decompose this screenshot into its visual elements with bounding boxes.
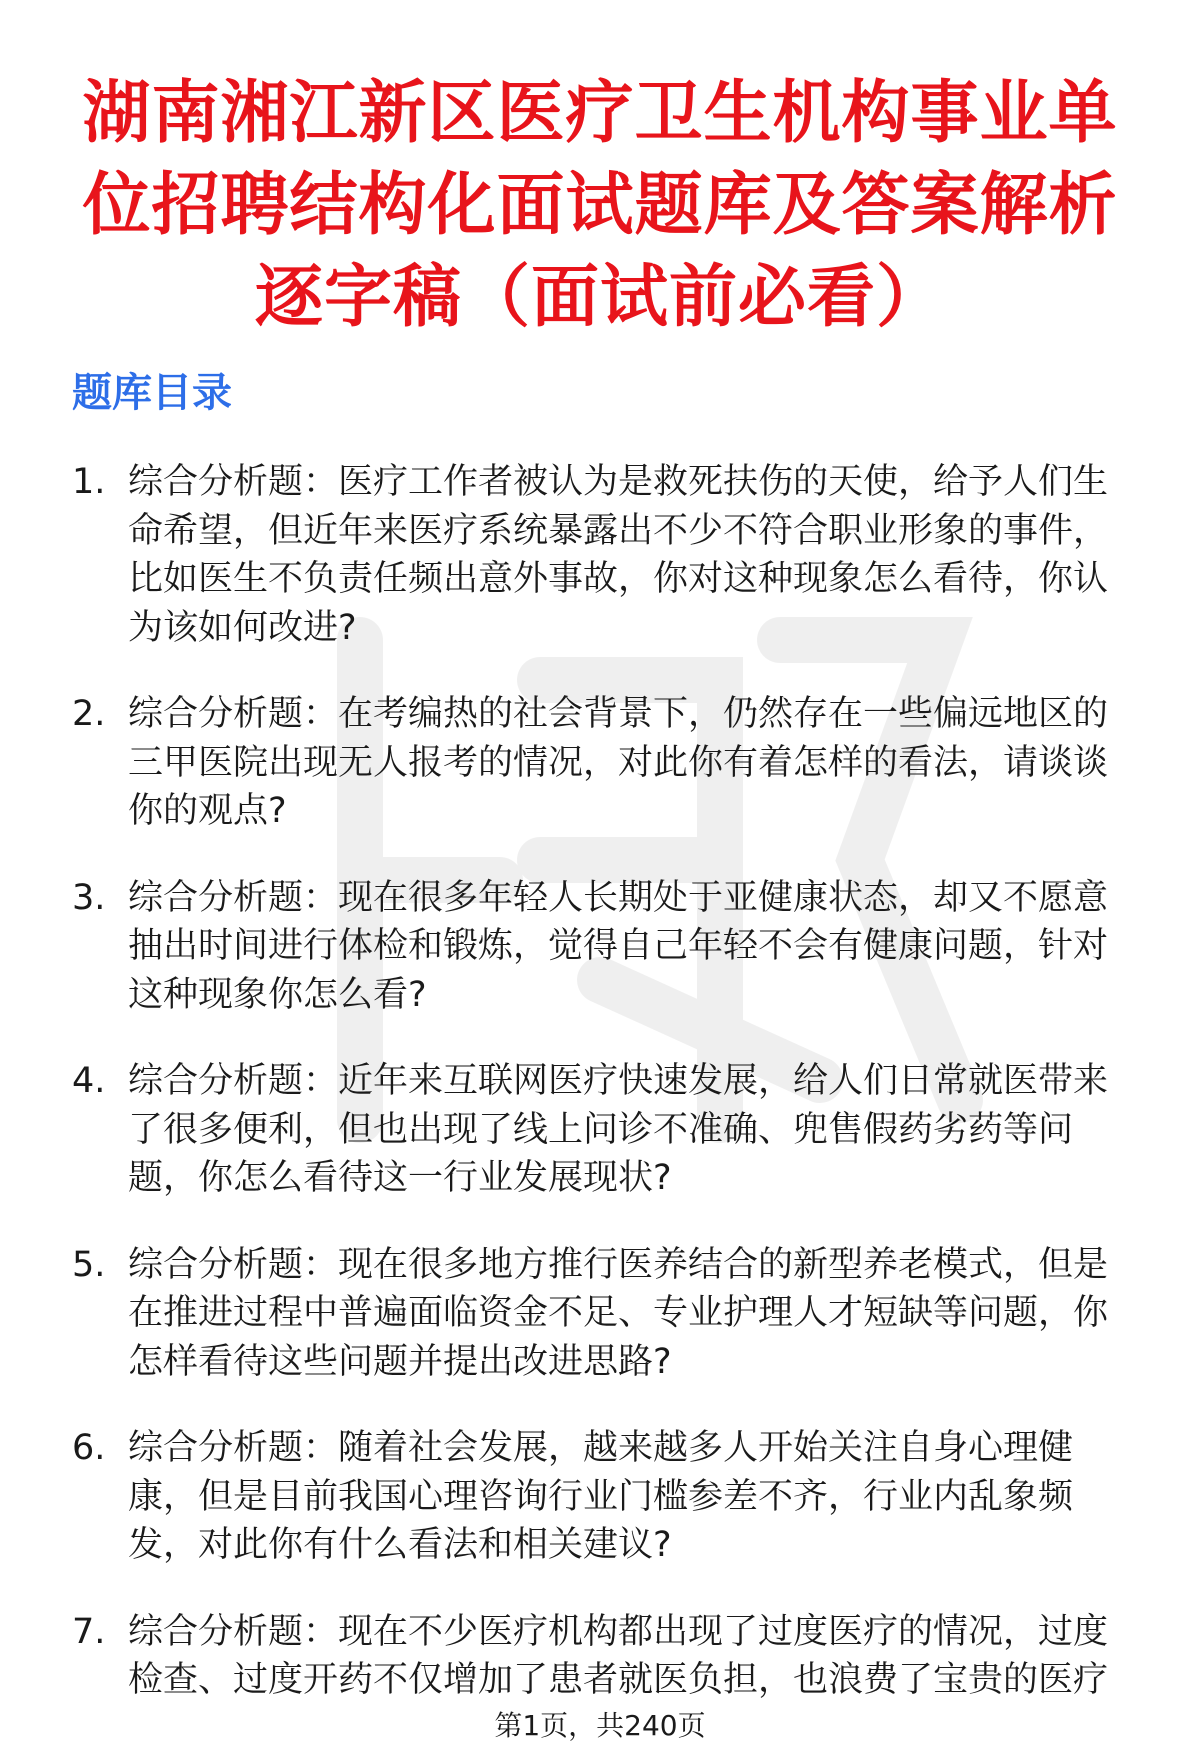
toc-item[interactable] bbox=[72, 1241, 1132, 1387]
toc-list bbox=[72, 458, 1132, 1743]
toc-item-text: 综合分析题：在考编热的社会背景下，仍然存在一些偏远地区的三甲医院出现无人报考的情况，对此你有着怎样的看法，请谈谈你的观点? bbox=[128, 694, 1109, 831]
toc-item[interactable] bbox=[72, 1608, 1132, 1705]
toc-item-number: 6. bbox=[72, 1428, 106, 1468]
toc-item[interactable] bbox=[72, 458, 1132, 652]
toc-item-text: 综合分析题：现在不少医疗机构都出现了过度医疗的情况，过度检查、过度开药不仅增加了患者就医负担，也浪费了宝贵的医疗 bbox=[128, 1611, 1109, 1700]
document-title: 湖南湘江新区医疗卫生机构事业单位招聘结构化面试题库及答案解析逐字稿（面试前必看） bbox=[82, 74, 1118, 337]
toc-item-number: 5. bbox=[72, 1244, 106, 1285]
toc-item-number: 1. bbox=[72, 462, 106, 502]
toc-item-text: 综合分析题：医疗工作者被认为是救死扶伤的天使，给予人们生命希望，但近年来医疗系统暴露出不少不符合职业形象的事件，比如医生不负责任频出意外事故，你对这种现象怎么看待，你认为该如何改进? bbox=[128, 462, 1109, 648]
toc-item-number: 3. bbox=[72, 877, 106, 918]
toc-item-number: 4. bbox=[72, 1061, 106, 1101]
toc-item[interactable] bbox=[72, 1424, 1132, 1570]
toc-heading: 题库目录 bbox=[72, 370, 232, 416]
toc-item[interactable] bbox=[72, 690, 1132, 836]
page-number-footer: 第1页，共240页 bbox=[0, 1706, 1200, 1746]
toc-item-number: 7. bbox=[72, 1611, 106, 1652]
toc-item[interactable] bbox=[72, 874, 1132, 1020]
toc-item-text: 综合分析题：近年来互联网医疗快速发展，给人们日常就医带来了很多便利，但也出现了线上问诊不准确、兜售假药劣药等问题，你怎么看待这一行业发展现状? bbox=[128, 1061, 1109, 1198]
toc-item-text: 综合分析题：现在很多年轻人长期处于亚健康状态，却又不愿意抽出时间进行体检和锻炼，觉得自己年轻不会有健康问题，针对这种现象你怎么看? bbox=[128, 877, 1109, 1015]
toc-item-number: 2. bbox=[72, 694, 106, 734]
toc-item[interactable] bbox=[72, 1057, 1132, 1203]
toc-item-text: 综合分析题：随着社会发展，越来越多人开始关注自身心理健康，但是目前我国心理咨询行业门槛参差不齐，行业内乱象频发，对此你有什么看法和相关建议? bbox=[128, 1428, 1074, 1565]
toc-item-text: 综合分析题：现在很多地方推行医养结合的新型养老模式，但是在推进过程中普遍面临资金不足、专业护理人才短缺等问题，你怎样看待这些问题并提出改进思路? bbox=[128, 1244, 1109, 1382]
